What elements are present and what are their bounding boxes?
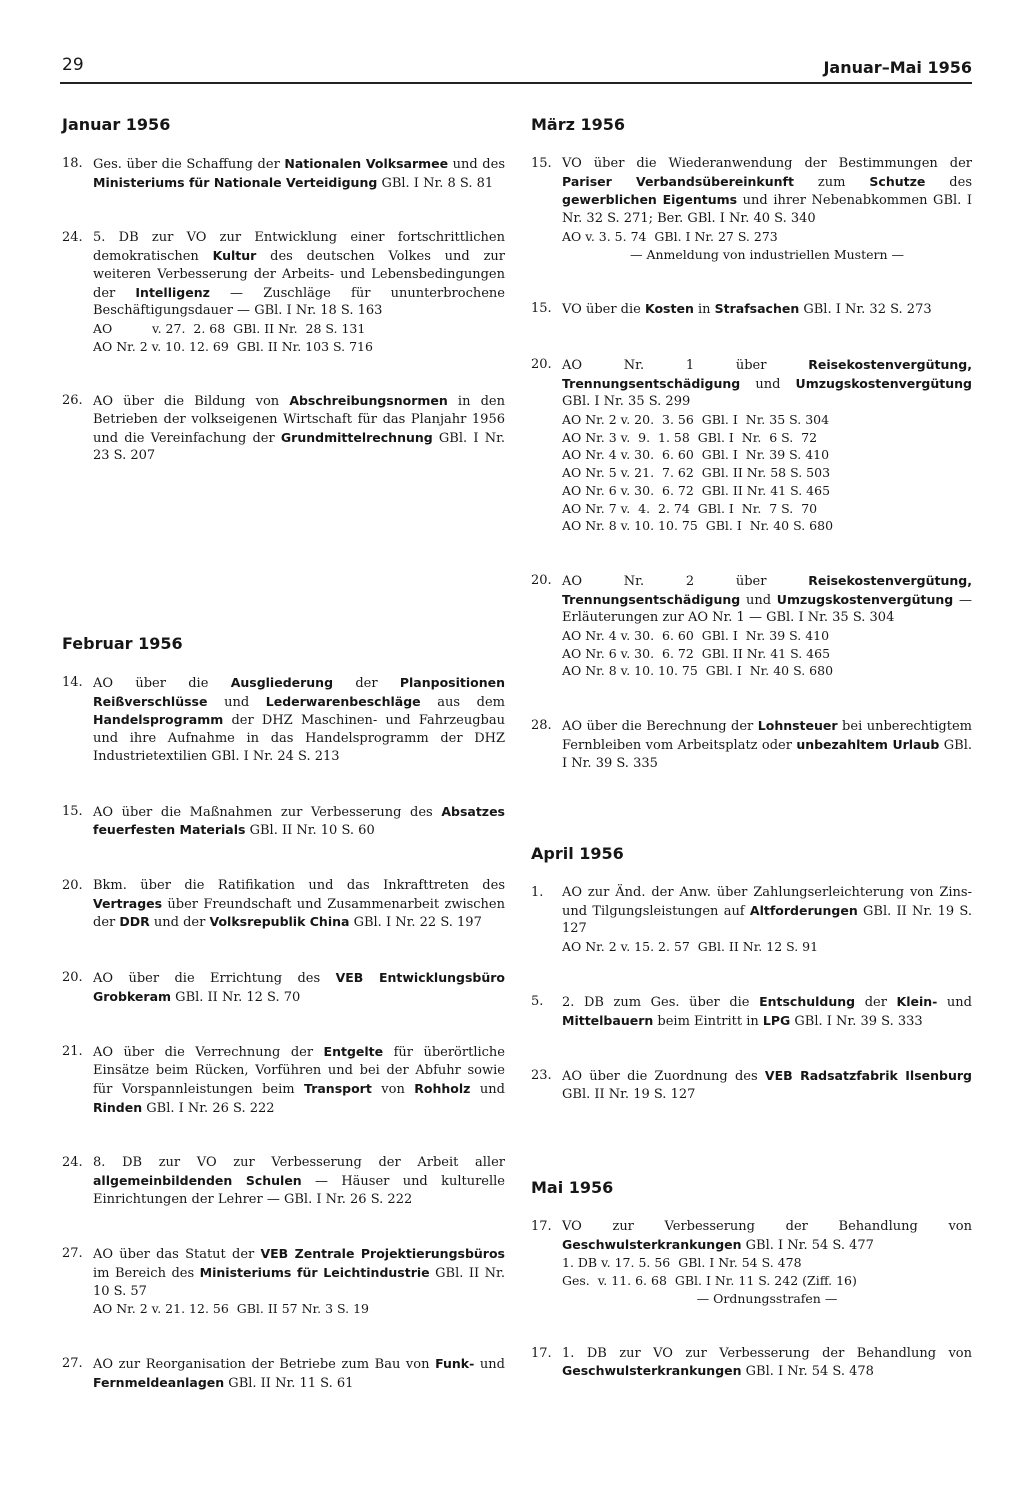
- keyword: Mittelbauern: [562, 1012, 654, 1028]
- entry-text-run: GBl. II Nr. 12 S. 70: [171, 989, 301, 1005]
- list-item: [531, 1218, 972, 1308]
- entry-date: 5.: [531, 993, 544, 1009]
- keyword: Volksrepublik China: [209, 914, 350, 930]
- entry-text-run: GBl. I Nr. 39 S. 333: [790, 1013, 923, 1029]
- entry-date: 20.: [531, 356, 552, 372]
- entry-date: 23.: [531, 1068, 552, 1084]
- entry-text-run: und: [937, 994, 972, 1010]
- entry-date: 15.: [62, 803, 83, 819]
- entry-text-run: Bkm. über die Ratifikation und das Inkrafttreten des: [93, 877, 505, 893]
- entry-text: [93, 674, 505, 766]
- section-title: Februar 1956: [62, 634, 183, 653]
- list-item: [62, 1245, 505, 1318]
- entry-body: [93, 155, 505, 192]
- entry-date: 20.: [531, 572, 552, 588]
- list-item: [531, 1345, 972, 1381]
- section-mai: [531, 1178, 972, 1418]
- entry-text-run: AO Nr. 1 über: [562, 357, 809, 373]
- entry-body: [93, 674, 505, 766]
- entry-text: [93, 155, 505, 192]
- entry-text-run: VO zur Verbesserung der Behandlung von: [562, 1219, 972, 1234]
- keyword: Ministeriums für Nationale Verteidigung: [93, 174, 378, 190]
- amendment-line: AO Nr. 2 v. 15. 2. 57 GBl. II Nr. 12 S. 91: [562, 939, 819, 955]
- entry-text-run: GBl. II Nr. 10 S. 57: [93, 1266, 505, 1299]
- entry-text-run: AO Nr. 2 über: [562, 573, 809, 589]
- entry-text-run: AO über die Berechnung der: [562, 719, 758, 735]
- keyword: Grundmittelrechnung: [280, 429, 433, 445]
- list-item: [531, 884, 972, 956]
- section-april: [531, 844, 972, 1141]
- list-item: [62, 1043, 505, 1117]
- header-rule: [60, 82, 972, 84]
- entry-text-run: und: [474, 1357, 505, 1373]
- entry-text-run: AO über die Maßnahmen zur Verbesserung des: [93, 804, 442, 820]
- entry-body: [562, 717, 972, 772]
- entry-text-run: über Freundschaft und Zusammenarbeit zwischen der: [93, 896, 505, 931]
- entry-text-run: und: [470, 1081, 505, 1097]
- entry-date: 27.: [62, 1246, 83, 1262]
- keyword: VEB Radsatzfabrik Ilsenburg: [764, 1068, 972, 1084]
- entry-text-run: und: [740, 376, 796, 392]
- entry-text-run: GBl. II Nr. 10 S. 60: [245, 823, 375, 839]
- entry-body: [562, 993, 972, 1030]
- entry-body: [562, 1067, 972, 1103]
- list-item: [62, 803, 505, 840]
- keyword: Entschuldung: [759, 993, 856, 1009]
- entry-text-run: AO über die Bildung von: [93, 394, 290, 410]
- amendment-line: AO Nr. 2 v. 21. 12. 56 GBl. II 57 Nr. 3 S. 19: [93, 1301, 369, 1317]
- keyword: Geschwulsterkrankungen: [562, 1236, 742, 1252]
- entry-text-run: — Häuser und kulturelle Einrichtungen der Lehrer — GBl. I Nr. 26 S. 222: [93, 1173, 505, 1207]
- keyword: Rohholz: [414, 1080, 471, 1096]
- amendment-line: Ges. v. 11. 6. 68 GBl. I Nr. 11 S. 242 (Ziff. 16): [562, 1273, 857, 1289]
- section-februar: [62, 634, 505, 1430]
- entry-date: 14.: [62, 675, 83, 690]
- list-item: [531, 155, 972, 263]
- keyword: Fernmeldeanlagen: [93, 1374, 225, 1390]
- list-item: [62, 1355, 505, 1392]
- subject-note: — Ordnungsstrafen —: [696, 1290, 838, 1306]
- keyword: Umzugskostenvergütung: [776, 591, 954, 607]
- entry-date: 26.: [62, 393, 83, 409]
- entry-body: [93, 969, 505, 1006]
- entry-date: 27.: [62, 1356, 83, 1372]
- entry-date: 17.: [531, 1219, 552, 1234]
- entry-text-run: AO über die Verrechnung der: [93, 1045, 324, 1061]
- entry-text-run: und der: [149, 915, 210, 931]
- entry-text-run: von: [371, 1081, 415, 1097]
- entry-date: 24.: [62, 1155, 83, 1171]
- entry-date: 20.: [62, 877, 83, 893]
- entry-text-run: AO über die Errichtung des: [93, 971, 336, 987]
- section-januar: [62, 115, 505, 502]
- keyword: Vertrages: [93, 895, 163, 911]
- list-item: [62, 229, 505, 355]
- entry-text-run: AO zur Änd. der Anw. über Zahlungserleichterung von Zins- und Tilgungsleistungen auf: [562, 885, 972, 919]
- entry-text-run: bei unberechtigtem Fernbleiben vom Arbeitsplatz oder: [562, 719, 972, 753]
- keyword: Ausgliederung: [230, 675, 334, 690]
- entry-text: [93, 969, 505, 1006]
- page-number: 29: [62, 55, 84, 75]
- entry-text-run: AO über die: [93, 676, 231, 691]
- keyword: DDR: [119, 914, 150, 930]
- keyword: Umzugskostenvergütung: [795, 375, 972, 391]
- keyword: Strafsachen: [714, 301, 800, 317]
- entry-text-run: für überörtliche Einsätze beim Rücken, Vorführen und bei der Abfuhr sowie für Vorspannleistungen beim: [93, 1045, 505, 1097]
- list-item: [531, 300, 972, 319]
- entry-text-run: AO zur Reorganisation der Betriebe zum Bau von: [93, 1357, 436, 1373]
- entry-text: [562, 1067, 972, 1103]
- keyword: Pariser Verbandsübereinkunft: [562, 173, 794, 189]
- entry-body: [562, 572, 972, 680]
- entry-text-run: GBl. I Nr. 23 S. 207: [93, 430, 506, 464]
- entry-text-run: — Zuschläge für ununterbrochene Beschäftigungsdauer — GBl. I Nr. 18 S. 163: [93, 285, 505, 319]
- entry-body: [93, 1355, 505, 1392]
- keyword: unbezahltem Urlaub: [796, 736, 940, 752]
- entry-text-run: GBl. I Nr. 39 S. 335: [562, 737, 972, 771]
- list-item: [62, 392, 505, 465]
- keyword: Schutze: [869, 173, 926, 189]
- keyword: Entgelte: [323, 1044, 384, 1060]
- subject-note: — Anmeldung von industriellen Mustern —: [630, 246, 904, 262]
- amendment-line: AO v. 27. 2. 68 GBl. II Nr. 28 S. 131: [93, 320, 366, 336]
- entry-body: [93, 877, 505, 932]
- entry-text: [562, 884, 972, 938]
- entry-text: [562, 717, 972, 772]
- entry-date: 15.: [531, 156, 552, 171]
- entry-text-run: der: [855, 994, 897, 1010]
- entry-date: 20.: [62, 970, 83, 986]
- entry-body: [93, 803, 505, 840]
- entry-body: [562, 1218, 972, 1308]
- entry-date: 17.: [531, 1345, 552, 1361]
- entry-text-run: zum: [793, 174, 870, 190]
- section-title: April 1956: [531, 844, 624, 863]
- entry-body: [93, 229, 505, 355]
- amendment-line: AO Nr. 7 v. 4. 2. 74 GBl. I Nr. 7 S. 70: [562, 500, 818, 516]
- entry-text: [562, 155, 972, 228]
- amendment-line: AO Nr. 4 v. 30. 6. 60 GBl. I Nr. 39 S. 410: [562, 447, 830, 463]
- entry-text-run: 8. DB zur VO zur Verbesserung der Arbeit aller: [93, 1155, 505, 1171]
- section-title: Januar 1956: [62, 115, 171, 134]
- entry-text-run: des deutschen Volkes und zur weiteren Verbesserung der Arbeits- und Lebensbedingungen der: [93, 249, 505, 301]
- entry-text: [93, 1154, 505, 1208]
- entry-text-run: GBl. II Nr. 11 S. 61: [224, 1375, 354, 1391]
- entry-text-run: in: [693, 302, 715, 318]
- keyword: Reisekostenvergütung, Trennungsentschädigung: [562, 572, 972, 607]
- entry-text: [562, 356, 972, 411]
- entry-body: [562, 155, 972, 263]
- amendment-line: AO Nr. 2 v. 10. 12. 69 GBl. II Nr. 103 S. 716: [93, 338, 373, 354]
- entry-text: [93, 803, 505, 840]
- keyword: allgemeinbildenden Schulen: [93, 1172, 302, 1188]
- list-item: [531, 356, 972, 535]
- entry-text: [93, 229, 505, 320]
- amendment-line: AO Nr. 3 v. 9. 1. 58 GBl. I Nr. 6 S. 72: [562, 429, 818, 445]
- keyword: Lohnsteuer: [757, 718, 838, 734]
- list-item: [62, 1154, 505, 1208]
- list-item: [62, 877, 505, 932]
- section-title: Mai 1956: [531, 1178, 614, 1197]
- keyword: Lederwarenbeschläge: [265, 693, 421, 709]
- keyword: VEB Entwicklungsbüro Grobkeram: [93, 970, 505, 1004]
- keyword: Absatzes feuerfesten Materials: [93, 803, 505, 838]
- list-item: [62, 674, 505, 766]
- entry-text-run: — Erläuterungen zur AO Nr. 1 — GBl. I Nr. 35 S. 304: [562, 592, 972, 626]
- keyword: Rinden: [93, 1099, 143, 1115]
- entry-text-run: des: [925, 174, 972, 190]
- entry-text: [562, 572, 972, 627]
- keyword: Planpositionen Reißverschlüsse: [93, 675, 506, 709]
- section-maerz: [531, 115, 972, 809]
- entry-text: [562, 1218, 972, 1254]
- section-title: März 1956: [531, 115, 626, 134]
- entry-text-run: in den Betrieben der volkseigenen Wirtschaft für das Planjahr 1956 und die Vereinfachung der: [93, 394, 505, 446]
- entry-text-run: 5. DB zur VO zur Entwicklung einer fortschrittlichen demokratischen: [93, 230, 505, 265]
- entry-text-run: GBl. I Nr. 26 S. 222: [142, 1100, 275, 1116]
- entry-date: 28.: [531, 718, 552, 734]
- entry-body: [93, 1043, 505, 1117]
- entry-body: [562, 356, 972, 535]
- entry-text-run: GBl. II Nr. 19 S. 127: [562, 1086, 696, 1102]
- entry-text-run: GBl. I Nr. 8 S. 81: [377, 175, 494, 191]
- keyword: VEB Zentrale Projektierungsbüros: [260, 1246, 505, 1262]
- entry-text-run: GBl. I Nr. 32 S. 273: [799, 302, 932, 318]
- entry-text-run: und: [740, 592, 777, 608]
- list-item: [531, 993, 972, 1030]
- keyword: Kosten: [645, 301, 694, 317]
- entry-text: [562, 1345, 972, 1381]
- entry-text-run: GBl. I Nr. 54 S. 477: [741, 1237, 874, 1253]
- entry-text-run: GBl. I Nr. 35 S. 299: [562, 394, 691, 410]
- entry-date: 21.: [62, 1044, 83, 1060]
- amendment-line: AO Nr. 2 v. 20. 3. 56 GBl. I Nr. 35 S. 304: [562, 412, 830, 428]
- amendment-line: AO Nr. 5 v. 21. 7. 62 GBl. II Nr. 58 S. 503: [562, 465, 831, 481]
- entry-body: [562, 300, 972, 319]
- entry-text-run: AO über das Statut der: [93, 1247, 261, 1263]
- entry-date: 24.: [62, 230, 83, 246]
- amendment-line: AO v. 3. 5. 74 GBl. I Nr. 27 S. 273: [562, 228, 778, 244]
- keyword: Funk-: [435, 1356, 475, 1372]
- keyword: Ministeriums für Leichtindustrie: [199, 1265, 430, 1281]
- entry-text: [562, 993, 972, 1030]
- entry-text: [562, 300, 972, 319]
- entry-text-run: GBl. I Nr. 54 S. 478: [741, 1364, 874, 1380]
- keyword: Abschreibungsnormen: [289, 393, 448, 409]
- keyword: Reisekostenvergütung, Trennungsentschädigung: [562, 356, 972, 391]
- entry-text-run: der: [333, 676, 400, 691]
- entry-date: 15.: [531, 301, 552, 317]
- entry-text: [93, 877, 505, 932]
- amendment-line: AO Nr. 6 v. 30. 6. 72 GBl. II Nr. 41 S. 465: [562, 645, 831, 661]
- entry-text-run: und ihrer Nebenabkommen GBl. I Nr. 32 S. 271; Ber. GBl. I Nr. 40 S. 340: [562, 193, 972, 227]
- entry-text: [93, 1245, 505, 1300]
- entry-body: [93, 392, 505, 465]
- entry-text-run: GBl. II Nr. 19 S. 127: [562, 903, 973, 937]
- entry-text: [93, 1355, 505, 1392]
- amendment-line: AO Nr. 6 v. 30. 6. 72 GBl. II Nr. 41 S. 465: [562, 482, 831, 498]
- entry-text-run: und des: [448, 157, 505, 172]
- entry-text-run: beim Eintritt in: [653, 1013, 763, 1029]
- page-range-title: Januar–Mai 1956: [823, 58, 972, 77]
- entry-text: [93, 1043, 505, 1117]
- entry-date: 18.: [62, 156, 83, 171]
- entry-body: [93, 1154, 505, 1208]
- amendment-line: 1. DB v. 17. 5. 56 GBl. I Nr. 54 S. 478: [562, 1255, 802, 1271]
- keyword: Nationalen Volksarmee: [284, 156, 449, 171]
- entry-text-run: AO über die Zuordnung des: [562, 1069, 765, 1085]
- keyword: Altforderungen: [749, 902, 858, 918]
- entry-text-run: im Bereich des: [93, 1266, 200, 1282]
- entry-text-run: VO über die Wiederanwendung der Bestimmungen der: [562, 156, 972, 171]
- entry-body: [93, 1245, 505, 1318]
- entry-text-run: und: [207, 694, 266, 710]
- entry-body: [562, 1345, 972, 1381]
- amendment-line: AO Nr. 8 v. 10. 10. 75 GBl. I Nr. 40 S. 680: [562, 663, 834, 679]
- list-item: [62, 155, 505, 192]
- amendment-line: AO Nr. 4 v. 30. 6. 60 GBl. I Nr. 39 S. 410: [562, 628, 830, 644]
- entry-body: [562, 884, 972, 956]
- keyword: Intelligenz: [135, 284, 210, 300]
- keyword: gewerblichen Eigentums: [562, 192, 738, 208]
- entry-text-run: 1. DB zur VO zur Verbesserung der Behandlung von: [562, 1345, 972, 1361]
- entry-text: [93, 392, 505, 465]
- amendment-line: AO Nr. 8 v. 10. 10. 75 GBl. I Nr. 40 S. 680: [562, 518, 834, 534]
- entry-text-run: Ges. über die Schaffung der: [93, 157, 285, 172]
- entry-text-run: aus dem: [420, 694, 505, 710]
- entry-date: 1.: [531, 885, 544, 900]
- list-item: [531, 572, 972, 680]
- keyword: Geschwulsterkrankungen: [562, 1363, 742, 1379]
- keyword: LPG: [762, 1012, 791, 1028]
- list-item: [531, 1067, 972, 1103]
- entry-text-run: 2. DB zum Ges. über die: [562, 994, 760, 1010]
- entry-text-run: VO über die: [562, 302, 645, 318]
- keyword: Transport: [304, 1080, 372, 1096]
- entry-text-run: der DHZ Maschinen- und Fahrzeugbau und ihre Aufnahme in das Handelsprogramm der DHZ Industrietextilien GBl. I Nr. 24 S. 213: [93, 713, 505, 764]
- keyword: Klein-: [896, 993, 938, 1009]
- list-item: [531, 717, 972, 772]
- keyword: Kultur: [212, 248, 257, 264]
- list-item: [62, 969, 505, 1006]
- entry-text-run: GBl. I Nr. 22 S. 197: [349, 915, 482, 931]
- keyword: Handelsprogramm: [93, 712, 224, 728]
